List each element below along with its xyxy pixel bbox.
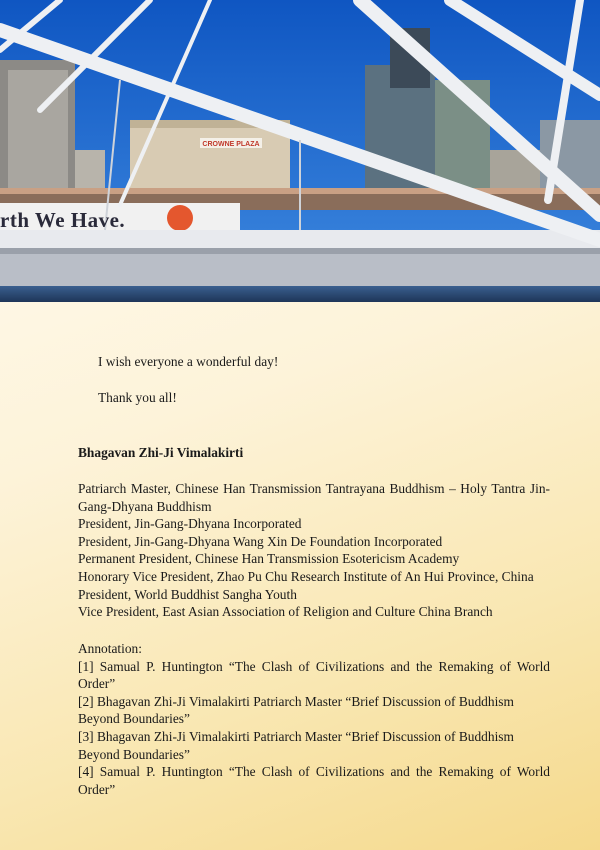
author-titles xyxy=(78,480,550,621)
title-line: Honorary Vice President, Zhao Pu Chu Research Institute of An Hui Province, China xyxy=(78,568,534,584)
greeting-text: I wish everyone a wonderful day! xyxy=(98,354,279,369)
bridge-photo xyxy=(0,0,600,302)
annotation-heading: Annotation: xyxy=(78,641,142,656)
title-line: President, Jin-Gang-Dhyana Wang Xin De Foundation Incorporated xyxy=(78,533,443,549)
author-name: Bhagavan Zhi-Ji Vimalakirti xyxy=(78,445,244,460)
title-line: Patriarch Master, Chinese Han Transmission Tantrayana Buddhism – Holy Tantra Jin-Gang-Dhyana Buddhism xyxy=(78,481,550,514)
title-line: Vice President, East Asian Association of Religion and Culture China Branch xyxy=(78,604,493,620)
title-line: President, Jin-Gang-Dhyana Incorporated xyxy=(78,516,302,532)
annotation-item: [2] Bhagavan Zhi-Ji Vimalakirti Patriarch Master “Brief Discussion of Buddhism Beyond Boundaries” xyxy=(78,693,514,727)
annotation-item: [4] Samual P. Huntington “The Clash of Civilizations and the Remaking of World Order” xyxy=(78,764,550,797)
bridge-photo-illustration xyxy=(0,0,600,302)
title-line: President, World Buddhist Sangha Youth xyxy=(78,586,297,602)
annotation-item: [3] Bhagavan Zhi-Ji Vimalakirti Patriarch Master “Brief Discussion of Buddhism Beyond Boundaries” xyxy=(78,728,514,762)
signature-block xyxy=(78,444,550,462)
title-line: Permanent President, Chinese Han Transmission Esotericism Academy xyxy=(78,551,460,567)
banner-text: rth We Have. xyxy=(0,208,126,232)
annotation-item: [1] Samual P. Huntington “The Clash of Civilizations and the Remaking of World Order” xyxy=(78,658,550,692)
thanks-text: Thank you all! xyxy=(98,390,177,405)
annotation-section xyxy=(78,640,550,798)
hotel-sign: CROWNE PLAZA xyxy=(202,141,260,148)
